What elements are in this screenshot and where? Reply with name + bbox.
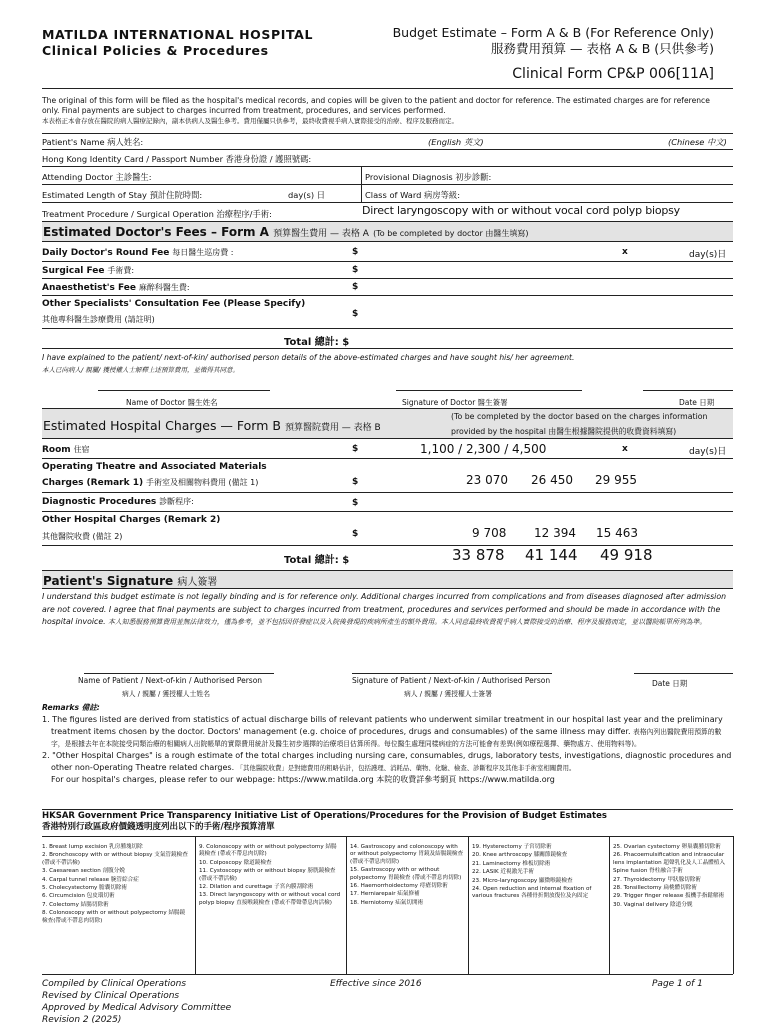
remark-3[interactable]: For our hospital's charges, please refer to our webpage: https://www.matilda.org 本院的收費詳參考網頁 https://www.matilda.org <box>51 775 555 784</box>
row-label: Surgical Fee <box>42 266 105 276</box>
rule <box>42 809 733 810</box>
list-item: 2. Bronchoscopy with or without biopsy 支氣管鏡檢查 (帶或不帶活檢) <box>42 852 188 866</box>
intro-en: The original of this form will be filed as the hospital's medical records, and copies will be given to the patient and doctor for reference. The estimated charges are for reference only. Final payments are subject to charges incurred from treatment, procedures, and services performed. <box>42 96 710 115</box>
list-item: 30. Vaginal delivery 陰道分娩 <box>613 901 693 908</box>
ward-label: Class of Ward 病房等級: <box>365 190 461 200</box>
list-item: 18. Herniotomy 疝氣切開術 <box>350 899 424 906</box>
form-b-note-1: (To be completed by the doctor based on the charges information <box>451 412 708 421</box>
list-item: 17. Herniarepair 疝氣修補 <box>350 891 420 898</box>
row-label: Anaesthetist's Fee <box>42 283 137 293</box>
anaesthetist-fee-row <box>42 282 190 293</box>
day-unit: day(s)日 <box>689 250 727 260</box>
remark-1 <box>42 714 733 750</box>
hospital-header <box>42 27 313 59</box>
ot-value-1: 23 070 <box>466 473 508 487</box>
attending-doctor-label: Attending Doctor 主診醫生: <box>42 172 152 182</box>
list-item: 14. Gastroscopy and colonoscopy with or without polypectomy 胃鏡及結腸鏡檢查 (帶或不帶息肉切除) <box>350 844 464 865</box>
rule <box>42 184 733 185</box>
rule <box>42 149 733 150</box>
row-label: Daily Doctor's Round Fee <box>42 248 170 258</box>
list-item: 1. Breast lump excision 乳房腫塊切除 <box>42 844 143 850</box>
list-item: 9. Colonoscopy with or without polypectomy 結腸鏡檢查 (帶或不帶息肉切除) <box>199 844 337 858</box>
rule <box>42 278 733 279</box>
list-item: 15. Gastroscopy with or without polypectomy 胃鏡檢查 (帶或不帶息肉切除) <box>350 867 462 881</box>
other-charges-label: Other Hospital Charges (Remark 2) <box>42 515 221 525</box>
ot-label-cn: 手術室及相關物料費用 (備註 1) <box>145 478 259 487</box>
remark-1-en: 1. The figures listed are derived from statistics of actual discharge bills of relevant patients who underwent similar treatment in our hospital last year and the preliminary treatment items chosen by the doctor. Doctors' management (e.g. choice of procedures, drugs and consumables) of the same illness may differ. <box>42 715 723 736</box>
form-a-total: Total 總計: $ <box>284 337 350 348</box>
gp-column-2 <box>199 844 342 908</box>
form-a-title <box>43 225 528 239</box>
footer-compiled: Compiled by Clinical Operations <box>42 979 187 989</box>
rule <box>42 166 733 167</box>
footer-credits <box>42 978 231 1024</box>
form-title-cn: 服務費用預算 — 表格 A & B (只供參考) <box>491 41 714 56</box>
other-value-2: 12 394 <box>534 526 576 540</box>
list-item: 16. Haemorrhoidectomy 痔瘡切除術 <box>350 883 448 890</box>
dollar-sign: $ <box>352 265 359 275</box>
patient-name-label: Name of Patient / Next-of-kin / Authorised Person <box>78 676 263 685</box>
row-label-cn: 每日醫生巡房費 : <box>172 248 234 257</box>
divider <box>468 836 469 974</box>
remark-2-en: 2. "Other Hospital Charges" is a rough estimate of the total charges including nursing care, consumables, drugs, laboratory tests, investigations, diagnostic procedures and other non-Operating Theatre related charges. <box>42 751 732 772</box>
total-value-3: 49 918 <box>600 546 653 564</box>
surgical-fee-row <box>42 265 134 276</box>
rule <box>42 328 733 329</box>
list-item: 13. Direct laryngoscopy with or without vocal cord polyp biopsy 直接喉鏡檢查 (帶或不帶聲帶息肉活檢) <box>199 892 341 906</box>
dollar-sign: $ <box>352 309 359 319</box>
remark-2-cn: 「其他醫院收費」是對總費用的粗略估計，包括護理、消耗品、藥物、化驗、檢查、診斷程序及其他非手術室相關費用。 <box>236 764 576 772</box>
list-item: 26. Phacoemulsification and intraocular lens implantation 超聲乳化及人工晶體植入 <box>613 852 725 866</box>
list-item: 5. Cholecystectomy 膽囊切除術 <box>42 885 128 892</box>
signature-statement-cn: 本人知悉服務預算費用並無法律效力，僅為參考，並不包括因併發症以及入院後發現的疾病所產生的額外費用。本人同意最終收費視乎病人實際接受的治療、程序及服務而定，並以醫院帳單所列為準。 <box>108 618 707 626</box>
list-item: 6. Circumcision 包皮環切術 <box>42 893 115 900</box>
room-rates: 1,100 / 2,300 / 4,500 <box>420 442 547 456</box>
signature-statement-en: I understand this budget estimate is not legally binding and is for reference only. Additional charges incurred from complications and from diseases diagnosed after admission are not covered. I agree that final payments are subject to charges incurred from treatment, procedures and services performed and should be made in accordance with the hospital invoice. <box>42 592 727 626</box>
footer-revision: Revision 2 (2025) <box>42 1015 122 1024</box>
row-label-cn: 麻醉科醫生費: <box>138 283 190 292</box>
list-item: 12. Dilation and curettage 子宮內膜刮除術 <box>199 884 314 891</box>
row-label-cn: 手術費: <box>107 266 135 275</box>
intro-cn: 本表格正本會存放在醫院的病人醫療記錄內，副本供病人及醫生參考。費用僅屬只供參考，最終收費視乎病人實際接受的治療、程序及服務而定。 <box>42 117 458 125</box>
diagnosis-label: Provisional Diagnosis 初步診斷: <box>365 172 492 182</box>
list-item: 3. Caesarean section 剖腹分娩 <box>42 868 125 875</box>
footer-effective: Effective since 2016 <box>330 979 422 989</box>
footer-page: Page 1 of 1 <box>652 979 703 989</box>
patient-name-line <box>84 673 274 674</box>
ot-value-3: 29 955 <box>595 473 637 487</box>
patient-signature-line <box>352 673 552 674</box>
gp-title-cn: 香港特別行政區政府價錢透明度列出以下的手術/程序預算清單 <box>42 822 275 832</box>
footer-approved: Approved by Medical Advisory Committee <box>42 1003 232 1013</box>
form-number: Clinical Form CP&P 006[11A] <box>512 66 714 82</box>
list-item: 4. Carpal tunnel release 腕管綜合症 <box>42 876 139 883</box>
form-a-title-en: Estimated Doctor's Fees – Form A <box>43 225 269 239</box>
other-charges-cn: 其他醫院收費 (備註 2) <box>42 532 123 541</box>
rule <box>42 261 733 262</box>
treatment-label: Treatment Procedure / Surgical Operation 治療程序/手術: <box>42 209 272 219</box>
total-value-2: 41 144 <box>525 546 578 564</box>
gp-column-5 <box>613 844 730 910</box>
specialist-fee-cn: 其他專科醫生診療費用 (請註明) <box>42 315 155 324</box>
list-item: 11. Cystoscopy with or without biopsy 膀胱鏡檢查 (帶或不帶活檢) <box>199 868 336 882</box>
intro-text <box>42 96 728 126</box>
list-item: 25. Ovarian cystectomy 卵巢囊腫切除術 <box>613 844 721 850</box>
remarks-title: Remarks 備註: <box>42 703 100 712</box>
patient-signature-label: Signature of Patient / Next-of-kin / Authorised Person <box>352 676 551 685</box>
times-sign: x <box>622 444 628 454</box>
rule <box>42 458 733 459</box>
divider <box>195 836 196 974</box>
signature-statement <box>42 591 733 629</box>
doctor-signature-label: Signature of Doctor 醫生簽署 <box>402 398 508 407</box>
doctor-signature-line <box>396 390 582 391</box>
other-value-3: 15 463 <box>596 526 638 540</box>
list-item: 7. Colectomy 結腸切除術 <box>42 901 109 908</box>
stay-label: Estimated Length of Stay 預計住院時間: <box>42 190 203 200</box>
hospital-subtitle: Clinical Policies & Procedures <box>42 43 269 58</box>
remarks <box>42 702 733 786</box>
list-item: 8. Colonoscopy with or without polypectomy 結腸鏡檢查(帶或不帶息肉切除) <box>42 910 186 924</box>
list-item: Spine fusion 脊柱融合手術 <box>613 868 683 875</box>
divider <box>361 166 362 202</box>
ot-remark: Charges (Remark 1) <box>42 478 144 488</box>
treatment-value: Direct laryngoscopy with or without vocal cord polyp biopsy <box>362 204 680 217</box>
form-b-total: Total 總計: $ <box>284 555 350 566</box>
dollar-sign: $ <box>352 282 359 292</box>
rule <box>42 836 733 837</box>
rule <box>42 202 733 203</box>
footer-revised: Revised by Clinical Operations <box>42 991 180 1001</box>
diagnostic-label: Diagnostic Procedures <box>42 497 157 507</box>
ot-value-2: 26 450 <box>531 473 573 487</box>
day-unit: day(s)日 <box>689 447 727 457</box>
rule <box>42 492 733 493</box>
dollar-sign: $ <box>352 477 359 487</box>
patient-name-label-cn: 病人 / 親屬 / 獲授權人士姓名 <box>122 690 210 698</box>
list-item: 20. Knee arthroscopy 膝關節鏡檢查 <box>472 852 568 859</box>
rule <box>42 133 733 134</box>
total-value-1: 33 878 <box>452 546 505 564</box>
rule <box>42 511 733 512</box>
patient-date-line <box>634 673 733 674</box>
room-label-cn: 住宿 <box>73 445 90 454</box>
divider <box>609 836 610 974</box>
list-item: 19. Hysterectomy 子宮切除術 <box>472 844 552 850</box>
signature-title <box>43 573 217 588</box>
other-value-1: 9 708 <box>472 526 507 540</box>
remark-1-cn: 表格內列出醫院費用預算的數字，是根據去年在本院接受同類治療的相關病人出院帳單的實際費用統計及醫生初步選擇的治療項目估算所得。每位醫生處理同樣病症的方法可能會有差異(例如療程選擇、藥物處方、使用物料等)。 <box>51 728 722 748</box>
room-row <box>42 444 90 455</box>
gp-column-1 <box>42 844 190 926</box>
list-item: 29. Trigger finger release 扳機手指鬆解術 <box>613 893 725 900</box>
diagnostic-row <box>42 496 194 507</box>
specialist-fee-row: Other Specialists' Consultation Fee (Please Specify) <box>42 299 306 309</box>
gp-title <box>42 811 607 833</box>
list-item: 10. Colposcopy 陰道鏡檢查 <box>199 859 272 866</box>
list-item: 28. Tonsillectomy 扁桃體切除術 <box>613 885 697 892</box>
chinese-label: (Chinese 中文) <box>668 137 727 147</box>
dollar-sign: $ <box>352 498 359 508</box>
gp-column-4 <box>472 844 605 902</box>
rule <box>42 974 733 975</box>
doctor-name-label: Name of Doctor 醫生姓名 <box>126 398 218 407</box>
form-title <box>393 25 714 57</box>
rule <box>42 348 733 349</box>
header-rule <box>42 88 733 89</box>
ot-label: Operating Theatre and Associated Materials <box>42 462 267 472</box>
form-b-note-2: provided by the hospital 由醫生根據醫院提供的收費資料填寫) <box>451 427 677 436</box>
form-a-note: (To be completed by doctor 由醫生填寫) <box>373 229 529 238</box>
gp-title-en: HKSAR Government Price Transparency Initiative List of Operations/Procedures for the Provision of Budget Estimates <box>42 811 607 821</box>
patient-date-label: Date 日期 <box>652 679 688 688</box>
list-item: 21. Laminectomy 椎板切除術 <box>472 860 551 867</box>
form-b-title <box>43 418 381 433</box>
date-line <box>643 390 733 391</box>
patient-name-label: Patient's Name 病人姓名: <box>42 137 144 147</box>
doctor-name-line <box>98 390 270 391</box>
times-sign: x <box>622 247 628 257</box>
doctor-declaration-en: I have explained to the patient/ next-of-kin/ authorised person details of the above-estimated charges and have sought his/ her agreement. <box>42 353 575 362</box>
signature-title-en: Patient's Signature <box>43 574 174 588</box>
list-item: 23. Micro-laryngoscopy 顯微喉鏡檢查 <box>472 877 573 884</box>
list-item: 22. LASIK 近視激光手術 <box>472 869 534 876</box>
diagnostic-label-cn: 診斷程序: <box>159 497 194 506</box>
english-label: (English 英文) <box>428 137 484 147</box>
room-label: Room <box>42 445 71 455</box>
form-a-title-cn: 預算醫生費用 — 表格 A <box>273 229 369 239</box>
rule <box>42 295 733 296</box>
doctor-declaration-cn: 本人已向病人/ 親屬/ 獲授權人士解釋上述預算費用，並徵得其同意。 <box>42 366 240 374</box>
list-item: 24. Open reduction and internal fixation of various fractures 各種骨折開放復位及內固定 <box>472 886 592 900</box>
patient-signature-label-cn: 病人 / 親屬 / 獲授權人士簽署 <box>404 690 492 698</box>
divider <box>733 836 734 974</box>
list-item: 27. Thyroidectomy 甲狀腺切除術 <box>613 876 701 883</box>
remark-2 <box>42 750 733 774</box>
dollar-sign: $ <box>352 444 359 454</box>
dollar-sign: $ <box>352 529 359 539</box>
id-label: Hong Kong Identity Card / Passport Number 香港身份證 / 護照號碼: <box>42 154 312 164</box>
form-title-en: Budget Estimate – Form A & B (For Reference Only) <box>392 25 714 40</box>
ot-label-line2 <box>42 477 258 488</box>
signature-title-cn: 病人簽署 <box>177 577 218 588</box>
form-b-title-cn: 預算醫院費用 — 表格 B <box>284 423 381 433</box>
stay-unit: day(s) 日 <box>288 190 325 200</box>
hospital-name: MATILDA INTERNATIONAL HOSPITAL <box>42 27 314 42</box>
date-label: Date 日期 <box>679 398 715 407</box>
daily-round-fee-row <box>42 247 234 258</box>
dollar-sign: $ <box>352 247 359 257</box>
gp-column-3 <box>350 844 465 908</box>
form-b-title-en: Estimated Hospital Charges — Form B <box>43 418 281 433</box>
divider <box>346 836 347 974</box>
